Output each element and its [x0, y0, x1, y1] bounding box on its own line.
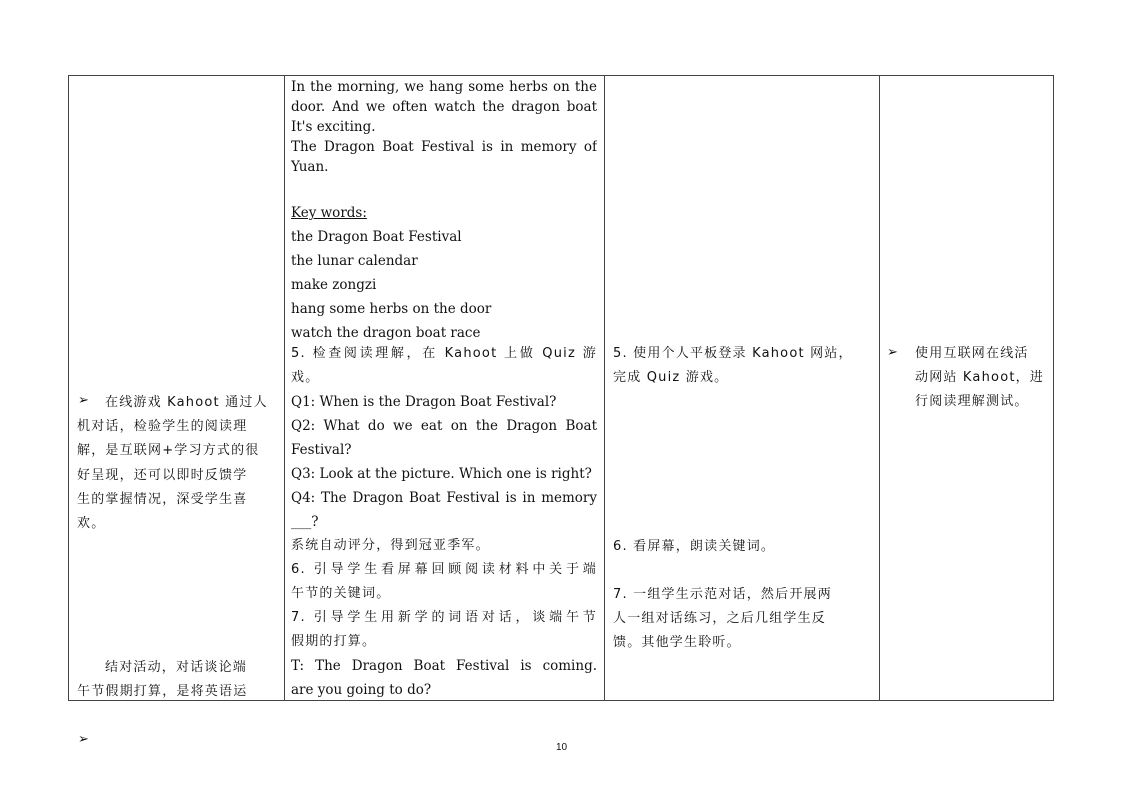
technology-column: [880, 76, 1054, 700]
lesson-plan-table: [68, 75, 1054, 747]
key-words-title: Key words:: [291, 205, 367, 221]
student-step-6: 6. 看屏幕，朗读关键词。: [613, 539, 776, 554]
student-step-7: 7. 一组学生示范对话，然后开展两 人一组对话练习，之后几组学生反 馈。其他学生聆听。: [613, 587, 832, 650]
reading-passage: In the morning, we hang some herbs on the door. And we often watch the dragon boat It's exciting. The Dragon Boat Festival is in memory of Yuan.: [291, 79, 597, 175]
student-activity-column: [605, 76, 879, 700]
page-number: 10: [555, 742, 568, 753]
score-note: 系统自动评分，得到冠亚季军。: [291, 538, 490, 553]
arrow-bullet-icon: ➢: [78, 393, 89, 408]
pair-work-rationale: 结对活动，对话谈论端 午节假期打算，是将英语运: [77, 660, 248, 699]
arrow-bullet-icon: ➢: [78, 732, 89, 747]
kahoot-rationale: 在线游戏 Kahoot 通过人 机对话，检验学生的阅读理 解，是互联网+学习方式的很 好呈现，还可以即时反馈学 生的掌握情况，深受学生喜 欢。: [77, 395, 268, 531]
quiz-section: 5. 检查阅读理解，在 Kahoot 上做 Quiz 游 戏。 Q1: When is the Dragon Boat Festival? Q2: What do we eat on the Dragon Boat Festival? Q3: Look at the picture. Which one is right? Q4: The Dragon Boat Festival is in memory ___? 系统自动评分，得到冠亚季军。 6. 引导学生看屏幕回顾阅读材料中关于端 午节的关键词。 7. 引导学生用新学的词语对话，谈端午节 假期的打算。 T: The Dragon Boat Festival is coming. are you going to do?: [291, 346, 597, 698]
technology-note: 使用互联网在线活 动网站 Kahoot，进 行阅读理解测试。: [915, 346, 1045, 409]
student-step-5: 5. 使用个人平板登录 Kahoot 网站， 完成 Quiz 游戏。: [613, 346, 853, 385]
design-intent-column: [69, 76, 284, 747]
key-words: Key words: the Dragon Boat Festival the lunar calendar make zongzi hang some herbs on the door watch the dragon boat race: [291, 201, 597, 345]
arrow-bullet-icon: ➢: [887, 345, 898, 360]
teacher-activity-column: [285, 76, 604, 700]
